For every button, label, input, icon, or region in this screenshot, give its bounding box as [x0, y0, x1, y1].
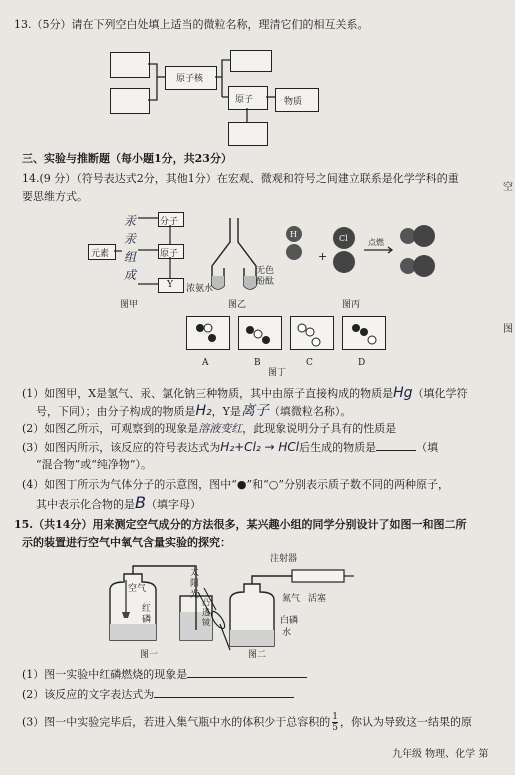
- ding-label-d: D: [358, 358, 366, 368]
- jia-caption: 图甲: [120, 300, 139, 310]
- footer-text: 九年级 物理、化学 第: [392, 749, 489, 760]
- margin-fragment-tu: 图: [503, 324, 513, 335]
- q15-3-fraction-den: 5: [332, 723, 339, 733]
- q14-2-line: (2）如图乙所示，可观察到的现象是溶液变红，此现象说明分子具有的性质是: [22, 422, 397, 435]
- q15-3-line: (3）图一中实验完毕后，若进入集气瓶中水的体积少于总容积的 $\frac{1}{5}$ ，你认为导致这一结果的原: [22, 712, 473, 733]
- q13-box-matter: 物质: [275, 88, 319, 112]
- ding-label-c: C: [306, 358, 313, 368]
- q15-2-line: (2）该反应的文字表达式为: [22, 688, 294, 702]
- jia-box-molecule: 分子: [158, 212, 184, 227]
- ding-label-b: B: [254, 358, 261, 368]
- q14-1-answer-2: H₂: [195, 403, 212, 419]
- bing-caption: 图丙: [342, 300, 361, 310]
- fig2-water-label: 水: [282, 628, 292, 638]
- q15-intro-2: 示的装置进行空气中氧气含量实验的探究：: [22, 536, 231, 549]
- fig2-caption: 图二: [248, 650, 267, 660]
- fig1-redp-label: 红磷: [142, 604, 152, 625]
- q14-1-line-a: (1）如图甲，X是氢气、汞、氯化钠三种物质，其中由原子直接构成的物质是Hg（填化学符: [22, 385, 468, 401]
- fig2-lens-label: 凸透镜: [202, 598, 210, 627]
- bing-h-label: H: [290, 230, 297, 239]
- q13-box-atom: 原子: [228, 86, 268, 110]
- section3-title: 三、实验与推断题（每小题1分，共23分）: [22, 152, 232, 165]
- q14-4-line-a: (4）如图丁所示为气体分子的示意图，图中“●”和“○”分别表示质子数不同的两种原子，: [22, 478, 449, 491]
- q14-4-line-b: 其中表示化合物的是B（填字母）: [36, 493, 201, 512]
- jia-box-element: 元素: [88, 244, 116, 260]
- fig2-apparatus: [196, 558, 356, 654]
- fig2-n2-label: 氮气: [282, 594, 301, 604]
- fig2-clip-label: 活塞: [308, 594, 327, 604]
- q14-intro-2: 要思维方式。: [22, 190, 88, 203]
- q14-4-answer: B: [135, 493, 146, 512]
- q15-1-line: (1）图一实验中红磷燃烧的现象是: [22, 668, 307, 682]
- q14-1-answer-1: Hg: [393, 385, 413, 401]
- ding-particles: [186, 316, 406, 356]
- q13-box-nucleus: 原子核: [165, 66, 217, 90]
- fig2-syringe-label: 注射器: [270, 554, 298, 564]
- q14-3-line-b: “混合物”或“纯净物”）。: [36, 458, 152, 471]
- q14-1-answer-3: 离子: [240, 403, 269, 419]
- bing-condition: 点燃: [368, 238, 384, 247]
- fig2-whitep-label: 白磷: [280, 616, 299, 626]
- ding-label-a: A: [202, 358, 209, 368]
- bing-molecules: [284, 222, 454, 302]
- q15-intro-1: 15.（共14分）用来测定空气成分的方法很多，某兴趣小组的同学分别设计了如图一和图二所: [14, 518, 467, 531]
- q14-3-line-a: (3）如图丙所示，该反应的符号表达式为H₂+Cl₂ → HCl后生成的物质是 （填: [22, 440, 439, 454]
- fig2-sun-label: 太阳光: [190, 568, 200, 600]
- q14-1-line-b: 号，下同）；由分子构成的物质是H₂，Y是离子（填微粒名称）。: [36, 403, 352, 419]
- yi-ammonia-label: 浓氨水: [186, 284, 214, 294]
- q14-2-answer: 溶液变红: [198, 422, 243, 435]
- fig1-caption: 图一: [140, 650, 159, 660]
- fig1-air-label: 空气: [128, 584, 147, 594]
- ding-caption: 图丁: [268, 368, 287, 378]
- bing-plus: +: [318, 250, 328, 263]
- margin-fragment-kong: 空: [503, 182, 513, 193]
- jia-x-vertical-handwriting: 汞 汞 组成: [124, 214, 137, 282]
- bing-cl-label: Cl: [339, 234, 348, 243]
- jia-box-y: Y: [158, 278, 184, 293]
- q14-intro-1: 14.(9 分）（符号表达式2分，其他1分）在宏观、微观和符号之间建立联系是化学学科的重: [22, 172, 459, 185]
- jia-box-atom: 原子: [158, 244, 184, 259]
- yi-caption: 图乙: [228, 300, 247, 310]
- yi-phenol-label: 无色酚酞: [256, 266, 275, 287]
- q13-title: 13.（5分）请在下列空白处填上适当的微粒名称，理清它们的相互关系。: [14, 18, 369, 31]
- q15-3-fraction-num: 1: [332, 712, 339, 722]
- q14-3-answer: H₂+Cl₂ → HCl: [220, 440, 300, 454]
